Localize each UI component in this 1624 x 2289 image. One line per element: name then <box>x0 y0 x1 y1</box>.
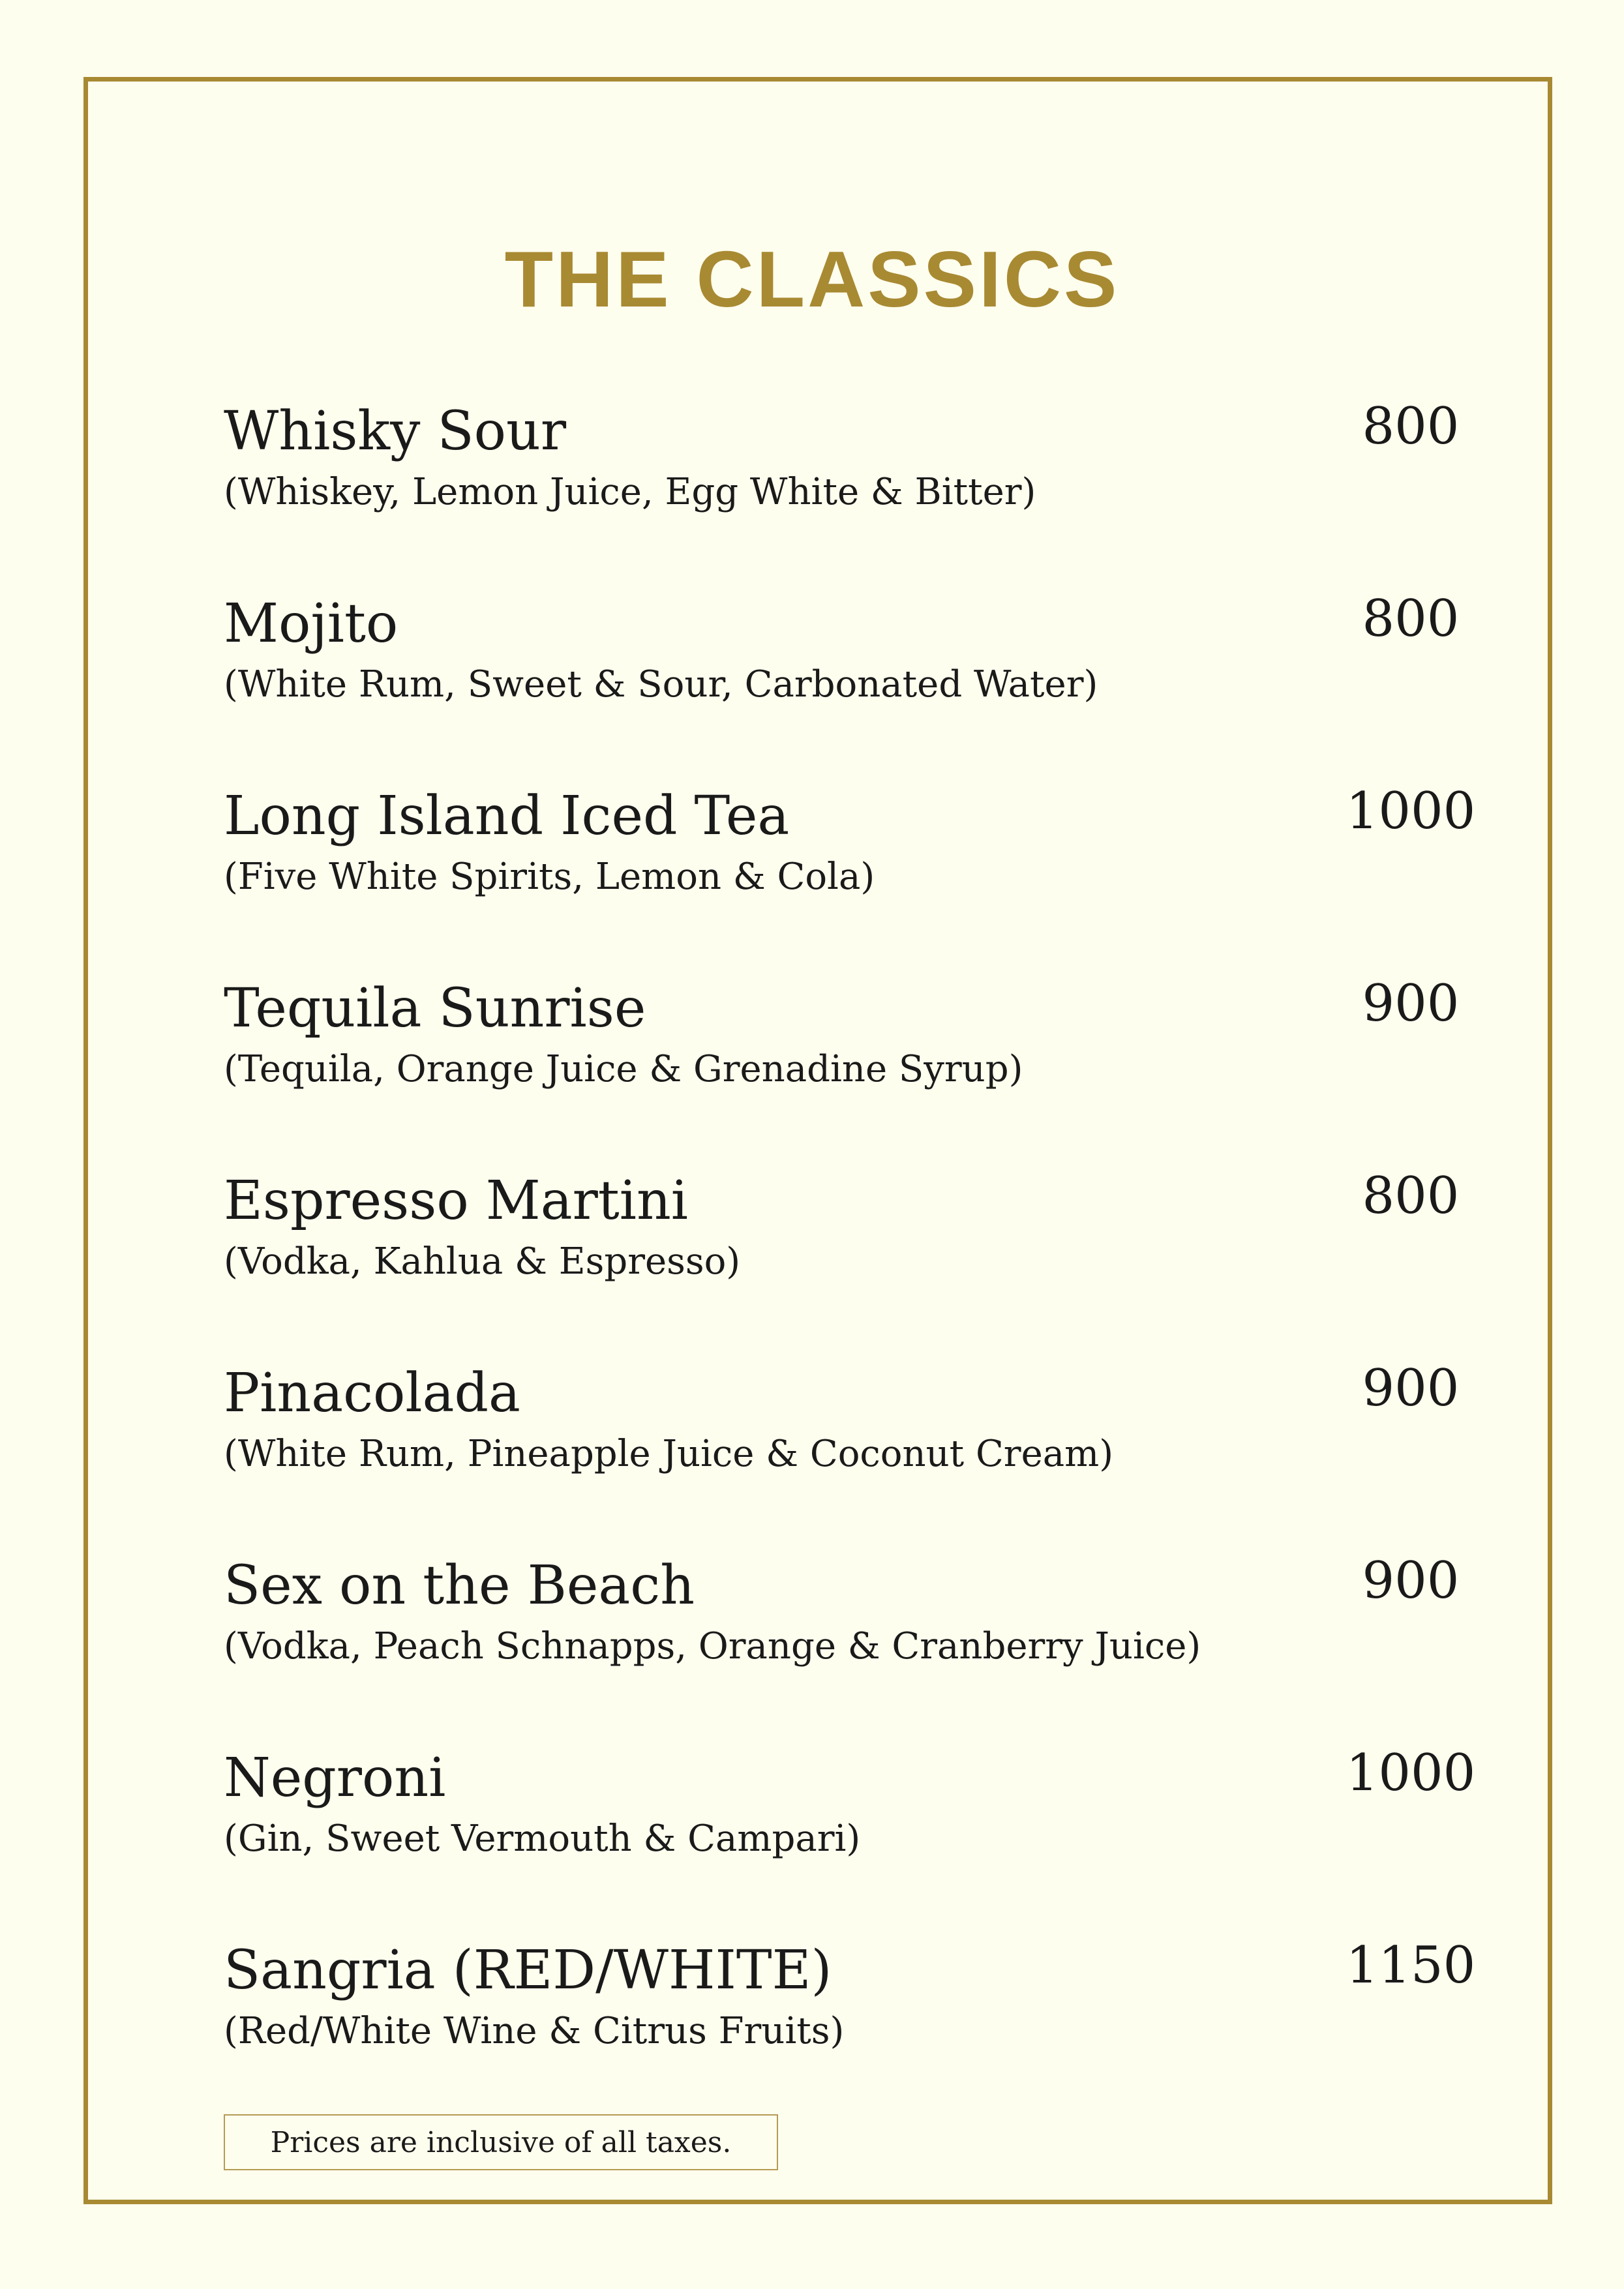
item-description: (Red/White Wine & Citrus Fruits) <box>224 2010 845 2052</box>
menu-title: THE CLASSICS <box>504 234 1120 323</box>
item-price: 1000 <box>1346 1744 1476 1803</box>
item-price: 1150 <box>1346 1936 1476 1995</box>
item-name: Pinacolada <box>224 1362 520 1424</box>
item-price: 900 <box>1362 1359 1460 1418</box>
menu-item-mojito <box>224 592 1496 785</box>
menu-item-sex-on-the-beach <box>224 1551 1496 1746</box>
item-description: (Gin, Sweet Vermouth & Campari) <box>224 1818 861 1860</box>
item-description: (Vodka, Peach Schnapps, Orange & Cranberry Juice) <box>224 1625 1201 1668</box>
item-description: (Vodka, Kahlua & Espresso) <box>224 1240 741 1283</box>
menu-item-long-island-iced-tea <box>224 782 1496 977</box>
item-name: Sex on the Beach <box>224 1555 695 1617</box>
item-name: Whisky Sour <box>224 400 567 462</box>
item-description: (Tequila, Orange Juice & Grenadine Syrup) <box>224 1048 1023 1090</box>
item-name: Negroni <box>224 1747 446 1809</box>
tax-note: Prices are inclusive of all taxes. <box>224 2114 778 2170</box>
menu-item-espresso-martini <box>224 1169 1496 1362</box>
item-description: (White Rum, Sweet & Sour, Carbonated Water) <box>224 663 1098 706</box>
item-price: 900 <box>1362 1551 1460 1610</box>
item-price: 900 <box>1362 974 1460 1033</box>
item-price: 800 <box>1362 1167 1460 1225</box>
item-name: Mojito <box>224 593 398 655</box>
item-description: (White Rum, Pineapple Juice & Coconut Cream) <box>224 1433 1114 1475</box>
item-description: (Whiskey, Lemon Juice, Egg White & Bitter) <box>224 471 1036 513</box>
item-price: 1000 <box>1346 782 1476 841</box>
item-price: 800 <box>1362 590 1460 648</box>
item-name: Sangria (RED/WHITE) <box>224 1939 832 2001</box>
item-name: Long Island Iced Tea <box>224 785 790 847</box>
menu-item-whisky-sour <box>224 397 1496 592</box>
menu-item-negroni <box>224 1746 1496 1939</box>
item-name: Espresso Martini <box>224 1170 689 1232</box>
menu-item-pinacolada <box>224 1359 1496 1554</box>
item-price: 800 <box>1362 397 1460 456</box>
item-name: Tequila Sunrise <box>224 978 646 1040</box>
menu-item-tequila-sunrise <box>224 974 1496 1169</box>
item-description: (Five White Spirits, Lemon & Cola) <box>224 856 875 898</box>
menu-item-sangria <box>224 1936 1496 2131</box>
menu-list <box>224 397 1496 2131</box>
